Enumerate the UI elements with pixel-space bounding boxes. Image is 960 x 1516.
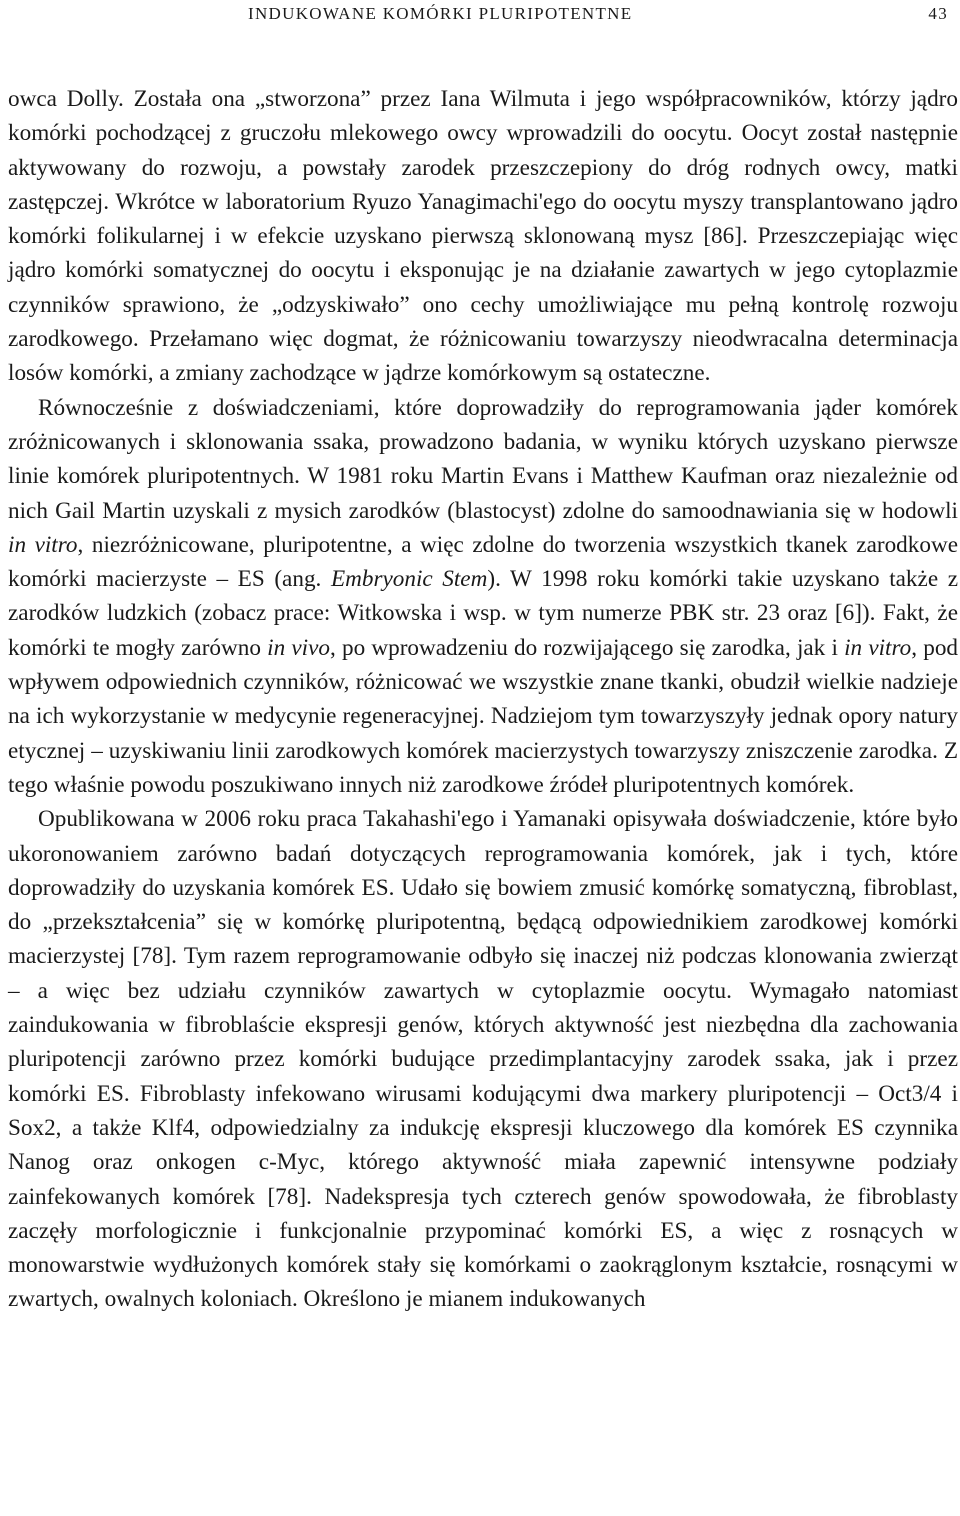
paragraph-3 xyxy=(8,802,958,1316)
paragraph-2-text-g: , po wprowadzeniu do rozwijającego się zarodka, jak i xyxy=(330,634,845,661)
paragraph-2-text-c: , niezróżnicowane, pluripotentne, a więc zdolne do tworzenia wszystkich tkanek zarodkowe komórki macierzyste – ES (ang. xyxy=(8,531,959,593)
running-header xyxy=(0,4,960,30)
paragraph-1-text: owca Dolly. Została ona „stworzona” przez Iana Wilmuta i jego współpracowników, którzy jądro komórki pochodzącej z gruczołu mlekowego owcy wprowadzili do oocytu. Oocyt został następnie aktywowany do rozwoju, a powstały zarodek przeszczepiony do dróg rodnych owcy, matki zastępczej. Wkrótce w laboratorium Ryuzo Yanagimachi'ego do oocytu myszy transplantowano jądro komórki folikularnej i w efekcie uzyskano pierwszą sklonowaną mysz [86]. Przeszczepiając więc jądro komórki somatycznej do oocytu i eksponując je na działanie zawartych w jego cytoplazmie czynników sprawiono, że „odzyskiwało” ono cechy umożliwiające mu pełną kontrolę rozwoju zarodkowego. Przełamano więc dogmat, że różnicowaniu towarzyszy nieodwracalna determinacja losów komórki, a zmiany zachodzące w jądrze komórkowym są ostateczne. xyxy=(8,86,958,387)
page-number: 43 xyxy=(928,4,948,23)
paragraph-2 xyxy=(8,391,958,803)
paragraph-3-text: Opublikowana w 2006 roku praca Takahashi'ego i Yamanaki opisywała doświadczenie, które było ukoronowaniem zarówno badań dotyczących reprogramowania komórek, jak i tych, które doprowadziły do uzyskania komórek ES. Udało się bowiem zmusić komórkę somatyczną, fibroblast, do „przekształcenia” się w komórkę pluripotentną, będącą odpowiednikiem zarodkowej komórki macierzystej [78]. Tym razem reprogramowanie odbyło się inaczej niż podczas klonowania zwierząt – a więc bez udziału czynników zawartych w cytoplazmie oocytu. Wymagało natomiast zaindukowania w fibroblaście ekspresji genów, których aktywność jest niezbędna dla zachowania pluripotencji zarówno przez komórki budujące przedimplantacyjny zarodek ssaka, jak i przez komórki ES. Fibroblasty infekowano wirusami kodującymi dwa markery pluripotencji – Oct3/4 i Sox2, a także Klf4, odpowiedzialny za indukcję ekspresji kluczowego dla komórek ES czynnika Nanog oraz onkogen c-Myc, którego aktywność miała zapewnić intensywne podziały zainfekowanych komórek [78]. Nadekspresja tych czterech genów spowodowała, że fibroblasty zaczęły morfologicznie i funkcjonalnie przypominać komórki ES, a więc z rosnących w monowarstwie wydłużonych komórek stały się komórkami o zaokrąglonym kształcie, rosnącymi w zwartych, owalnych koloniach. Określono je mianem indukowanych xyxy=(8,806,958,1313)
italic-term-embryonic-stem: Embryonic Stem xyxy=(330,566,488,593)
body-text xyxy=(8,82,958,1317)
italic-term-in-vivo: in vivo xyxy=(267,634,330,661)
paragraph-2-text-a: Równocześnie z doświadczeniami, które doprowadziły do reprogramowania jąder komórek zróżnicowanych i sklonowania ssaka, prowadzono badania, w wyniku których uzyskano pierwsze linie komórek pluripotentnych. W 1981 roku Martin Evans i Matthew Kaufman oraz niezależnie od nich Gail Martin uzyskali z mysich zarodków (blastocyst) zdolne do samoodnawiania się w hodowli xyxy=(8,394,958,524)
italic-term-in-vitro: in vitro xyxy=(8,531,78,558)
italic-term-in-vitro-2: in vitro xyxy=(844,634,912,661)
paragraph-2-text-i: , pod wpływem odpowiednich czynników, różnicować we wszystkie znane tkanki, obudził wielkie nadzieje na ich wykorzystanie w medycynie regeneracyjnej. Nadziejom tym towarzyszyły jednak opory natury etycznej – uzyskiwaniu linii zarodkowych komórek macierzystych towarzyszy zniszczenie zarodka. Z tego właśnie powodu poszukiwano innych niż zarodkowe źródeł pluripotentnych komórek. xyxy=(8,634,959,798)
paragraph-1 xyxy=(8,82,958,391)
running-title: INDUKOWANE KOMÓRKI PLURIPOTENTNE xyxy=(248,4,633,23)
paragraph-2-text-e: ). W 1998 roku komórki takie uzyskano także z zarodków ludzkich (zobacz prace: Witkowska i wsp. w tym numerze PBK str. 23 oraz [6]). Fakt, że komórki te mogły zarówno xyxy=(8,566,958,661)
